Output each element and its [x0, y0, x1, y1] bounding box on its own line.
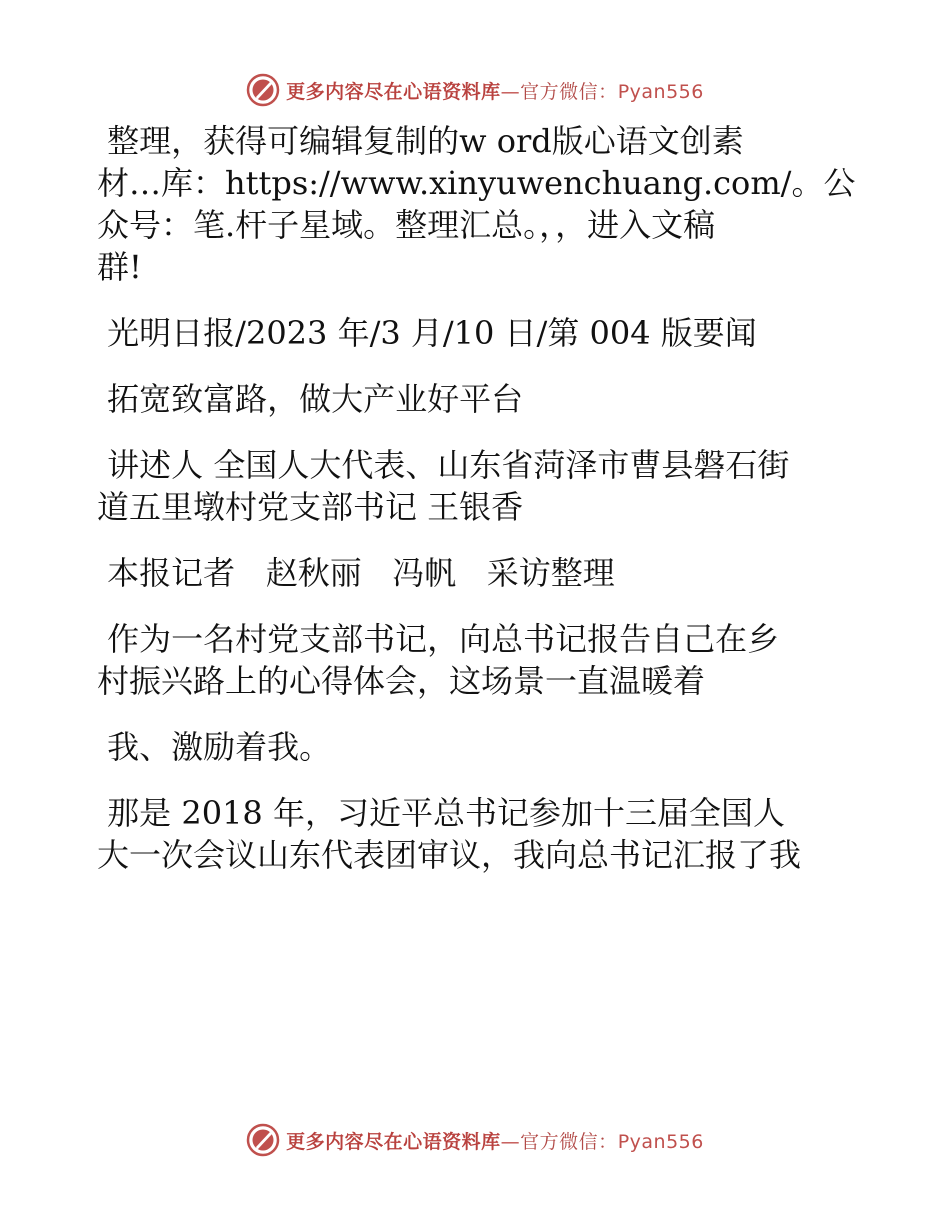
- quill-seal-icon: [246, 73, 280, 107]
- banner-dash: —: [500, 80, 521, 103]
- narrator-line: 讲述人 全国人大代表、山东省菏泽市曹县磐石街: [97, 446, 790, 484]
- document-body: [97, 120, 857, 876]
- intro-line: 群!: [97, 248, 142, 286]
- paragraph-line: 大一次会议山东代表团审议，我向总书记汇报了我: [97, 836, 802, 874]
- banner-wechat-id: Pyan556: [617, 80, 704, 103]
- quill-seal-icon: [246, 1123, 280, 1157]
- banner-site-text: 更多内容尽在心语资料库: [286, 80, 501, 103]
- paragraph-line: 作为一名村党支部书记，向总书记报告自己在乡: [97, 620, 780, 658]
- header-banner: [0, 70, 950, 110]
- intro-line: 众号：笔.杆子星域。整理汇总。，，进入文稿: [97, 206, 716, 244]
- narrator-line: 道五里墩村党支部书记 王银香: [97, 488, 524, 526]
- paragraph-line: 我、激励着我。: [97, 728, 332, 766]
- banner-wechat-id: Pyan556: [617, 1130, 704, 1153]
- paragraph-line: 村振兴路上的心得体会，这场景一直温暖着: [97, 662, 706, 700]
- intro-line: 材…库：https://www.xinyuwenchuang.com/。公: [97, 164, 856, 202]
- banner-site-text: 更多内容尽在心语资料库: [286, 1130, 501, 1153]
- banner-text: [286, 77, 704, 104]
- source-line: 光明日报/2023 年/3 月/10 日/第 004 版要闻: [97, 314, 757, 352]
- banner-wechat-label: 官方微信：: [520, 80, 618, 103]
- paragraph-line: 那是 2018 年，习近平总书记参加十三届全国人: [97, 794, 785, 832]
- headline: 拓宽致富路，做大产业好平台: [97, 380, 524, 418]
- intro-line: 整理，获得可编辑复制的w ord版心语文创素: [97, 122, 744, 160]
- banner-wechat-label: 官方微信：: [520, 1130, 618, 1153]
- reporters-line: 本报记者 赵秋丽 冯帆 采访整理: [97, 554, 615, 592]
- banner-text: [286, 1127, 704, 1154]
- footer-banner: [0, 1120, 950, 1160]
- banner-dash: —: [500, 1130, 521, 1153]
